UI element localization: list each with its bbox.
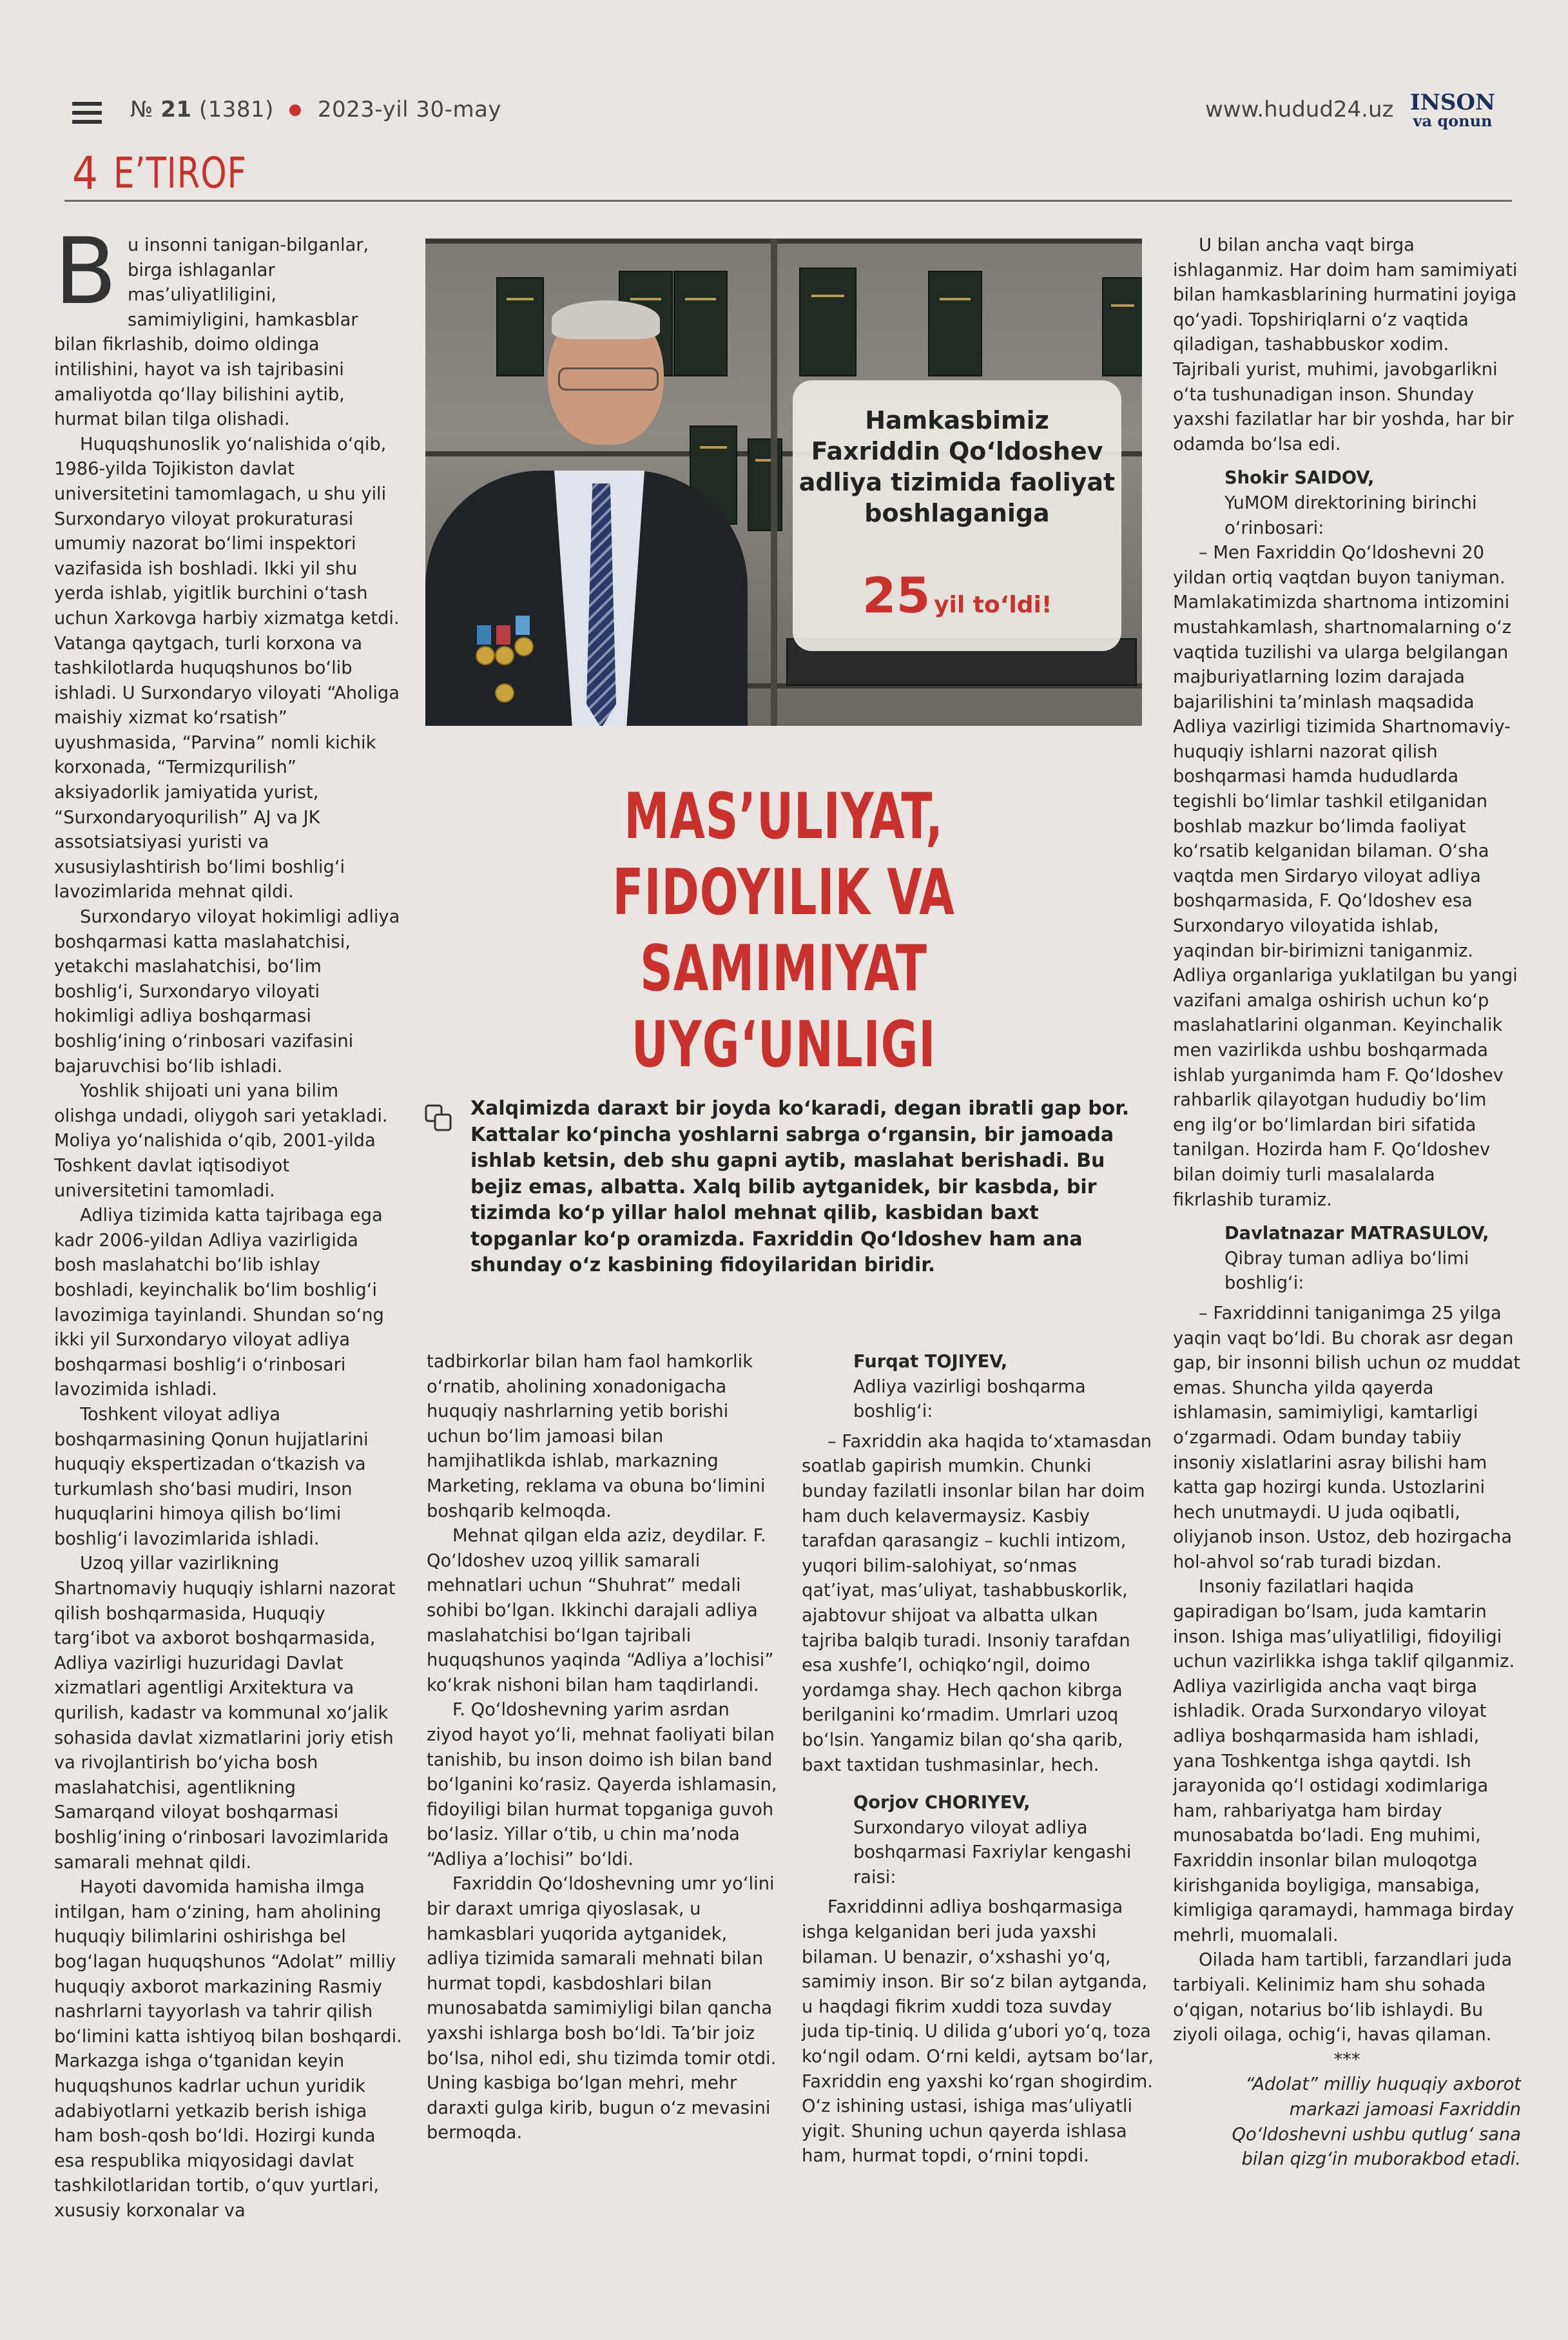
paragraph: Uzoq yillar vazirlikning Shartnomaviy huquqiy ishlarni nazorat qilish boshqarmasida, Huquqiy targ‘ibot va axborot boshqarmasida, Adliya vazirligi huzuridagi Davlat xizmatlari agentligi Arxitektura va qurilish, kadastr va kommunal xo‘jalik sohasida davlat xizmatlarini joriy etish va rivojlantirish bo‘yicha bosh maslahatchisi, agentlikning Samarqand viloyat boshqarmasi boshlig‘ining o‘rinbosari lavozimlarida samarali mehnat qildi. [54,1554,396,1873]
issue-date: 2023-yil 30-may [317,97,502,122]
paragraph: Toshkent viloyat adliya boshqarmasining Qonun hujjatlarini huquqiy ekspertizadan o‘tkazish va turkumlash sho‘basi mudiri, Inson huquqlarini himoya qilish bo‘limi boshlig‘i lavozimlarida ishladi. [54,1404,369,1549]
quote-paragraph: – Faxriddin aka haqida to‘xtamasdan soatlab gapirish mumkin. Chunki bunday fazilatli insonlar bilan har doim ham duch kelavermaysiz. Kasbiy tarafdan qarasangiz – kuchli intizom, yuqori bilim-salohiyat, so‘nmas qat’iyat, mas’uliyat, tashabbuskorlik, ajabtovur shijoat va albatta ulkan tajriba balqib turadi. Insoniy tarafdan esa xushfe’l, ochiqko‘ngil, doimo yordamga shay. Hech qachon kibrga berilganini ko‘rmadim. Umrlari uzoq bo‘lsin. Yangamiz bilan qo‘sha qarib, baxt taxtidan tushmasinlar, hech. [802,1431,1152,1775]
signature-role: YuMOM direktorining birinchi o‘rinbosari: [1224,492,1477,538]
paragraph: u insonni tanigan-bilganlar, birga ishlaganlar mas’uliyatliligini, samimiyligini, hamkasblar bilan fikrlashib, doimo oldinga intilishini, hayot va ish tajribasini amaliyotda qo‘llay bilishini aytib, hurmat bilan tilga olishadi. [54,235,369,430]
caption-line: adliya tizimida faoliyat [799,468,1116,496]
paragraph: Insoniy fazilatlari haqida gapiradigan bo‘lsam, juda kamtarin inson. Ishiga mas’uliyatliligi, fidoyiligi uchun vazirlikka ishga taklif qilganmiz. Adliya vazirligida ancha vaqt birga ishladik. Orada Surxondaryo viloyat adliya boshqarmasida ham ishladi, yana Toshkentga ishga qaytdi. Ish jarayonida qo‘l ostidagi xodimlariga ham, rahbariyatga ham birday munosabatda bo‘ladi. Eng muhimi, Faxriddin insonlar bilan muloqotga kirishganida boyligiga, mansabiga, kimligiga qaramaydi, hammaga birday mehrli, muomalali. [1173,1577,1515,1945]
paragraph: U bilan ancha vaqt birga ishlaganmiz. Har doim ham samimiyati bilan hamkasblarining hurmatini joyiga qo‘yadi. Topshiriqlarni o‘z vaqtida qiladigan, tashabbuskor xodim. Tajribali yurist, muhimi, javobgarlikni o‘ta tushunadigan inson. Shunday yaxshi fazilatlar har bir yoshda, har bir odamda bo‘lsa edi. [1173,235,1518,454]
paragraph: Adliya tizimida katta tajribaga ega kadr 2006-yildan Adliya vazirligida bosh maslahatchi bo‘lib ishlay boshladi, keyinchalik bo‘lim boshlig‘i lavozimiga tayinlandi. Shundan so‘ng ikki yil Surxondaryo viloyat adliya boshqarmasi boshlig‘i o‘rinbosari lavozimida ishladi. [54,1205,384,1400]
article-column-1 [54,219,402,2224]
quote-paragraph: – Men Faxriddin Qo‘ldoshevni 20 yildan ortiq vaqtdan buyon taniyman. Mamlakatimizda shartnoma intizomini mustahkamlash, shartnomalarning o‘z vaqtida tuzilishi va ularga belgilangan majburiyatlarning lozim darajada bajarilishini ta’minlash maqsadida Adliya vazirligi tizimida Shartnomaviy-huquqiy ishlarni nazorat qilish boshqarmasi hamda hududlarda tegishli bo‘limlar tashkil etilganidan boshlab mazkur bo‘limda faoliyat ko‘rsatib kelganidan bilaman. O‘sha vaqtda men Sirdaryo viloyat adliya boshqarmasida, F. Qo‘ldoshev esa Surxondaryo viloyatida ishlab, yaqindan bir-birimizni taniganmiz. Adliya organlariga yuklatilgan bu yangi vazifani amalga oshirish uchun ko‘p maslahatlarini olganman. Keyinchalik men vazirlikda ushbu boshqarmada ishlab yurganimda ham F. Qo‘ldoshev rahbarlik qilayotgan hududiy bo‘lim eng ilg‘or bo‘limlardan biri sifatida tanilgan. Hozirda ham F. Qo‘ldoshev bilan doimiy turli masalalarda fikrlashib turamiz. [1173,543,1518,1210]
paragraph: Yoshlik shijoati uni yana bilim olishga undadi, oliygoh sari yetakladi. Moliya yo‘nalishida o‘qib, 2001-yilda Toshkent davlat iqtisodiyot universitetini tamomladi. [54,1081,388,1201]
issue-prefix: № [130,97,153,122]
caption-number: 25 [862,567,931,624]
signature-role: Surxondaryo viloyat adliya boshqarmasi Faxriylar kengashi raisi: [853,1817,1132,1887]
article-headline [425,779,1142,1083]
signature-name: Furqat TOJIYEV, [853,1352,1008,1372]
header-divider [64,200,1512,202]
caption-line: Hamkasbimiz [865,406,1049,434]
signature-role: Adliya vazirligi boshqarma boshlig‘i: [853,1376,1086,1422]
paragraph: Faxriddin Qo‘ldoshevning umr yo‘lini bir daraxt umriga qiyoslasak, u hamkasblari yuqorida aytganidek, adliya tizimida samarali mehnati bilan hurmat topdi, kasbdoshlari bilan munosabatda samimiyligi bilan qancha yaxshi ishlarga bosh bo‘ldi. Ta’bir joiz bo‘lsa, nihol edi, shu tizimda tomir otdi. Uning kasbiga bo‘lgan mehri, mehr daraxti gulga kirib, bugun o‘z mevasini bermoqda. [427,1874,777,2143]
issue-total: (1381) [198,97,274,122]
photo-caption [793,380,1121,651]
website-url: www.hudud24.uz [1205,97,1394,122]
headline-line: FIDOYILIK VA SAMIMIYAT [612,856,955,1006]
menu-icon [72,102,102,124]
lead-quote-icon [424,1104,452,1132]
paragraph: F. Qo‘ldoshevning yarim asrdan ziyod hayot yo‘li, mehnat faoliyati bilan tanishib, bu inson doimo ish bilan band bo‘lganini ko‘rasiz. Qayerda ishlamasin, fidoyiligi bilan hurmat topganiga guvoh bo‘lasiz. Yillar o‘tib, u chin ma’noda “Adliya a’lochisi” bo‘ldi. [427,1700,777,1869]
headline-line: MAS’ULIYAT, [624,780,944,853]
article-column-3 [802,1350,1155,2169]
article-lead: Xalqimizda daraxt bir joyda ko‘karadi, degan ibratli gap bor. Kattalar ko‘pincha yoshlarni sabrga o‘rgansin, bir jamoada ishlab ketsin, deb shu gapni aytib, maslahat berishadi. Bu bejiz emas, albatta. Xalq bilib aytganidek, bir kasbda, bir tizimda ko‘p yillar halol mehnat qilib, kasbidan baxt topganlar ko‘p oramizda. Faxriddin Qo‘ldoshev ham ana shunday o‘z kasbining fidoyilaridan biridir. [470,1097,1130,1276]
headline-line: UYG‘UNLIGI [631,1008,936,1082]
section-title: E’TIROF [113,148,247,198]
signature-name: Shokir SAIDOV, [1224,468,1375,489]
portrait-photo [425,239,1142,726]
quote-paragraph: Faxriddinni adliya boshqarmasiga ishga kelganidan beri juda yaxshi bilaman. U benazir, o‘xshashi yo‘q, samimiy inson. Bir so‘z bilan aytganda, u haqdagi fikrim xuddi toza suvday juda tip-tiniq. U dilida g‘ubori yo‘q, toza ko‘ngil odam. O‘rni keldi, aytsam bo‘lar, Faxriddin eng yaxshi ko‘rgan shogirdim. O‘z ishining ustasi, ishiga mas’uliyatli yigit. Shuning uchun qayerda ishlasa ham, hurmat topdi, o‘rnini topdi. [802,1897,1154,2167]
newspaper-logo [1408,92,1498,129]
quote-paragraph: – Faxriddinni taniganimga 25 yilga yaqin vaqt bo‘ldi. Bu chorak asr degan gap, bir insonni bilish uchun oz muddat emas. Shuncha yilda qayerda ishlamasin, samimiyligi, kamtarligi o‘zgarmadi. Odam bunday tabiiy insoniy xislatlarini asray bilishi ham katta gap hozirgi kunda. Ustozlarini hech unutmaydi. U juda oqibatli, oliyjanob inson. Ustoz, deb hozirgacha hol-ahvol so‘rab turadi bizdan. [1173,1303,1521,1572]
logo-top: INSON [1409,90,1496,115]
paragraph: Hayoti davomida hamisha ilmga intilgan, ham o‘zining, ham aholining huquqiy bilimlarini oshirishga bel bog‘lagan huquqshunos “Adolat” milliy huquqiy axborot markazining Rasmiy nashrlarni tayyorlash va tahrir qilish bo‘limini katta ishtiyoq bilan boshqardi. Markazga ishga o‘tganidan keyin huquqshunos kadrlar uchun yuridik adabiyotlarni yetkazib berish ishiga ham bosh-qosh bo‘ldi. Hozirgi kunda esa respublika miqyosidagi davlat tashkilotlaridan tortib, o‘quv yurtlari, xususiy korxonalar va [54,1877,402,2221]
article-column-4 [1173,233,1521,2172]
paragraph: tadbirkorlar bilan ham faol hamkorlik o‘rnatib, aholining xonadonigacha huquqiy nashrlarning yetib borishi uchun bo‘lim jamoasi bilan hamjihatlikda ishlab, markazning Marketing, reklama va obuna bo‘limini boshqarib kelmoqda. [427,1352,766,1521]
issue-info [130,97,501,122]
issue-number: 21 [160,97,192,122]
paragraph: Surxondaryo viloyat hokimligi adliya boshqarmasi katta maslahatchisi, yetakchi maslahatchisi, bo‘lim boshlig‘i, Surxondaryo viloyati hokimligi adliya boshqarmasi boshlig‘ining o‘rinbosari vazifasini bajaruvchisi bo‘lib ishladi. [54,907,400,1077]
caption-line: Faxriddin Qo‘ldoshev [811,437,1103,465]
caption-line: boshlaganiga [864,499,1050,527]
separator-stars: *** [1333,2049,1360,2070]
red-dot-icon [289,104,301,116]
paragraph: Huquqshunoslik yo‘nalishida o‘qib, 1986-yilda Tojikiston davlat universitetini tamomlagach, u shu yili Surxondaryo viloyat prokuraturasi umumiy nazorat bo‘limi inspektori vazifasida ish boshladi. Ikki yil shu yerda ishlab, yigitlik burchini o‘tash uchun Xarkovga harbiy xizmatga ketdi. Vatanga qaytgach, turli korxona va tashkilotlarda huquqshunos bo‘lib ishladi. U Surxondaryo viloyati “Aholiga maishiy xizmat ko‘rsatish” uyushmasida, “Parvina” nomli kichik korxonada, “Termizqurilish” aksiyadorlik jamiyatida yurist, “Surxondaryoqurilish” AJ va JK assotsiatsiyasi yuristi va xususiylashtirish bo‘limi boshlig‘i lavozimlarida mehnat qildi. [54,434,400,902]
signature-role: Qibray tuman adliya bo‘limi boshlig‘i: [1224,1248,1469,1294]
page-number: 4 [72,147,99,200]
article-column-2 [427,1350,780,2146]
closing-note: “Adolat” milliy huquqiy axborot markazi jamoasi Faxriddin Qo‘ldoshevni ushbu qutlug‘ sana bilan qizg‘in muborakbod etadi. [1232,2074,1521,2170]
signature-name: Davlatnazar MATRASULOV, [1224,1224,1489,1244]
paragraph: Mehnat qilgan elda aziz, deydilar. F. Qo‘ldoshev uzoq yillik samarali mehnatlari uchun “Shuhrat” medali sohibi bo‘lgan. Ikkinchi darajali adliya maslahatchisi bo‘lgan tajribali huquqshunos yaqinda “Adliya a’lochisi” ko‘krak nishoni bilan ham taqdirlandi. [427,1526,774,1695]
signature-name: Qorjov CHORIYEV, [853,1793,1031,1813]
paragraph: Oilada ham tartibli, farzandlari juda tarbiyali. Kelinimiz ham shu sohada o‘qigan, notarius bo‘lib ishlaydi. Bu ziyoli oilaga, ochig‘i, havas qilaman. [1173,1950,1513,2045]
logo-bottom: va qonun [1413,112,1493,130]
caption-suffix: yil to‘ldi! [934,592,1052,618]
dropcap: B [54,219,117,325]
